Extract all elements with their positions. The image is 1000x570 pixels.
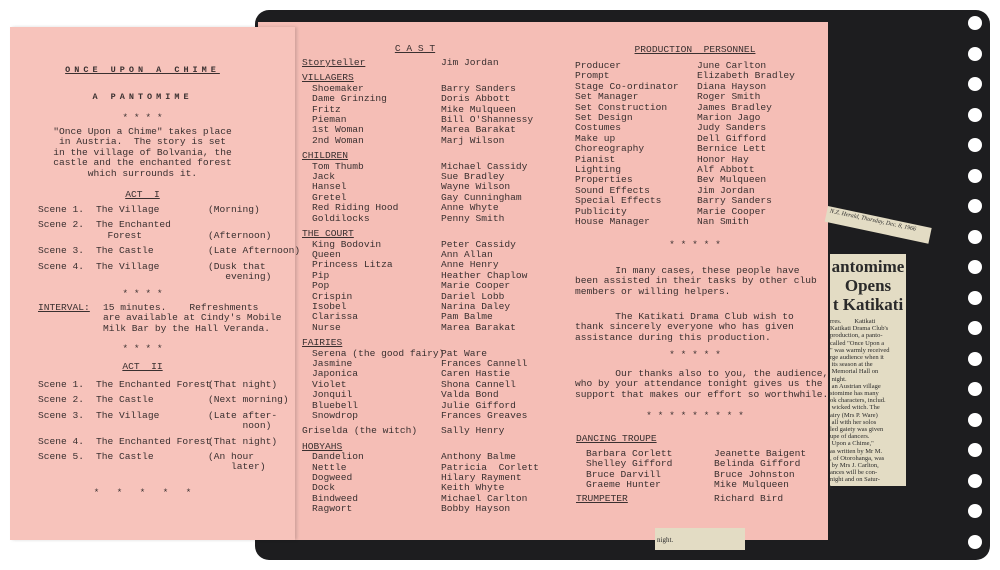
production-role: House Manager [575, 216, 650, 228]
cast-row [302, 214, 539, 224]
cast-group [302, 73, 539, 146]
scene-number: Scene 1. [38, 204, 85, 215]
intro-paragraph: "Once Upon a Chime" takes place in Austria. The story is set in the village of Bolvania, the castle and the enchanted forest which surrounds it. [53, 126, 232, 179]
production-person: Marion Jago [697, 112, 761, 124]
cast-actor: Marea Barakat [441, 321, 516, 333]
cast-role: Dock [312, 482, 336, 494]
production-role: Publicity [575, 205, 627, 217]
production-title: PRODUCTION PERSONNEL [634, 44, 756, 55]
scene-row [38, 205, 300, 215]
binder-hole [968, 291, 982, 305]
scene-place: The Enchanted Forest [96, 379, 212, 390]
production-person: Judy Sanders [697, 122, 767, 134]
cast-role: King Bodovin [312, 238, 382, 250]
interval-text: 15 minutes. Refreshments are available at Cindy's Mobile Milk Bar by the Hall Veranda. [103, 302, 282, 334]
binder-hole [968, 382, 982, 396]
binder-hole [968, 535, 982, 549]
production-person: Diana Hayson [697, 80, 767, 92]
cast-group [302, 151, 539, 224]
scene-row [38, 220, 300, 241]
scene-place: The Castle [96, 451, 154, 463]
cast-actor: Michael Carlton [441, 492, 528, 504]
scene-number: Scene 3. [38, 409, 85, 421]
scene-place: The Village [96, 409, 160, 421]
binder-hole [968, 77, 982, 91]
cast-actor: Pat Ware [441, 347, 488, 359]
production-person: Honor Hay [697, 153, 749, 165]
cast-group-heading: THE COURT [302, 228, 354, 240]
cast-role: Tom Thumb [312, 160, 364, 172]
stars-divider: * * * * * [669, 239, 721, 250]
cast-actor: Shona Cannell [441, 378, 516, 390]
cast-role: Pieman [312, 114, 347, 126]
scene-place: The Village [96, 204, 160, 215]
production-person: James Bradley [697, 101, 772, 113]
newspaper-dateline: N.Z. Herald, Thursday, Dec. 8, 1966 [825, 206, 932, 244]
binder-hole [968, 321, 982, 335]
cast-role: Pop [312, 280, 330, 292]
production-person: Bernice Lett [697, 143, 767, 155]
cast-group-heading: CHILDREN [302, 150, 349, 162]
cast-actor: Sue Bradley [441, 171, 505, 183]
cast-group [302, 58, 539, 68]
newspaper-clipping [830, 254, 906, 491]
cast-role: Queen [312, 248, 341, 260]
cast-group [302, 442, 539, 515]
production-role: Set Manager [575, 91, 639, 103]
cast-role: Snowdrop [312, 410, 359, 421]
dancing-troupe-list [586, 449, 806, 491]
cast-actor: Marea Barakat [441, 124, 516, 136]
dancer-row [586, 480, 806, 490]
cast-row [302, 411, 539, 421]
stars-divider: * * * * * [669, 349, 721, 360]
production-role: Choreography [575, 143, 645, 155]
cast-role: Fritz [312, 103, 341, 115]
production-role: Properties [575, 174, 633, 186]
scene-number: Scene 3. [38, 245, 85, 257]
cast-role: 2nd Woman [312, 134, 364, 146]
production-role: Special Effects [575, 195, 662, 207]
stars-divider: * * * * [122, 112, 163, 123]
act-1-title: ACT I [125, 189, 160, 200]
cast-actor: Marie Cooper [441, 280, 511, 292]
cast-actor: Dariel Lobb [441, 290, 505, 302]
scene-number: Scene 2. [38, 219, 85, 231]
cast-actor: Barry Sanders [441, 82, 516, 94]
cast-role: Nettle [312, 461, 347, 473]
dancing-troupe-heading: DANCING TROUPE [576, 433, 657, 444]
cast-role: Isobel [312, 300, 347, 312]
production-person: Bev Mulqueen [697, 174, 767, 186]
scene-row [38, 452, 289, 473]
cast-actor: Frances Cannell [441, 357, 528, 369]
cast-role: Ragwort [312, 503, 353, 515]
cast-role: Griselda (the witch) [302, 425, 418, 437]
cast-actor: Keith Whyte [441, 482, 505, 494]
production-person: Elizabeth Bradley [697, 70, 795, 82]
cast-role: Japonica [312, 368, 359, 380]
cast-actor: Gay Cunningham [441, 191, 522, 203]
cast-actor: Mike Mulqueen [441, 103, 516, 115]
scene-row [38, 411, 289, 432]
programme-subtitle: A PANTOMIME [92, 92, 193, 102]
programme-title: ONCE UPON A CHIME [65, 65, 220, 75]
dancer-name: Jeanette Baigent [714, 448, 807, 459]
thanks-paragraph: The Katikati Drama Club wish to thank sincerely everyone who has given assistance during this production. [575, 311, 794, 343]
cast-group [302, 426, 539, 436]
cast-actor: Pam Balme [441, 311, 493, 323]
cast-actor: Valda Bond [441, 389, 499, 401]
cast-role: Jack [312, 171, 336, 183]
cast-role: Gretel [312, 191, 347, 203]
cast-actor: Narina Daley [441, 300, 511, 312]
binder-hole [968, 352, 982, 366]
scene-number: Scene 2. [38, 394, 85, 406]
cast-actor: Anne Henry [441, 259, 499, 271]
act-2-title: ACT II [122, 361, 163, 372]
dancer-name: Bruce Darvill [586, 468, 661, 480]
cast-role: Bluebell [312, 399, 359, 411]
cast-role: Dandelion [312, 451, 364, 463]
trumpeter-name: Richard Bird [714, 493, 784, 504]
cast-role: Clarissa [312, 311, 359, 323]
cast-actor: Michael Cassidy [441, 160, 528, 172]
cast-actor: Anne Whyte [441, 202, 499, 214]
production-role: Prompt [575, 70, 610, 82]
cast-role: Hansel [312, 181, 347, 193]
production-list [575, 61, 795, 228]
scene-time: (That night) [208, 379, 278, 390]
cast-actor: Anthony Balme [441, 451, 516, 463]
production-person: Roger Smith [697, 91, 761, 103]
cast-row [302, 426, 539, 436]
cast-actor: Penny Smith [441, 212, 505, 224]
cast-actor: Peter Cassidy [441, 238, 516, 250]
cast-actor: Marj Wilson [441, 134, 505, 146]
cast-role: Violet [312, 378, 347, 390]
production-person: Marie Cooper [697, 205, 767, 217]
dancer-name: Bruce Johnston [714, 468, 795, 480]
cast-group [302, 229, 539, 333]
cast-role: Goldilocks [312, 212, 370, 224]
binder-hole [968, 16, 982, 30]
scene-place: The Enchanted Forest [96, 435, 212, 447]
cast-actor: Sally Henry [441, 425, 505, 437]
cast-group-heading: FAIRIES [302, 337, 343, 349]
production-role: Producer [575, 60, 622, 71]
scene-place: The Enchanted Forest [96, 219, 171, 241]
cast-row [302, 323, 539, 333]
cast-role: Jonquil [312, 389, 353, 401]
audience-paragraph: Our thanks also to you, the audience, who by your attendance tonight gives us the support that makes our effort so worthwhile. [575, 368, 829, 400]
binder-hole [968, 108, 982, 122]
dancer-name: Mike Mulqueen [714, 479, 789, 491]
cast-actor: Julie Gifford [441, 399, 516, 411]
act-1-scenes [38, 205, 300, 287]
cast-role: 1st Woman [312, 124, 364, 136]
dancer-name: Shelley Gifford [586, 458, 673, 470]
scene-time: (Next morning) [208, 394, 289, 406]
stars-divider: * * * * [122, 343, 163, 354]
cast-group [302, 338, 539, 421]
cast-role: Nurse [312, 321, 341, 333]
scene-time: (Dusk that evening) [208, 260, 272, 283]
binder-hole [968, 47, 982, 61]
cast-actor: Heather Chaplow [441, 269, 528, 281]
cast-actor: Ann Allan [441, 248, 493, 260]
cast-role: Jasmine [312, 357, 353, 369]
scene-row [38, 262, 300, 283]
clipping-scrap: night. [655, 528, 745, 550]
clipping-headline: antomime Opens t Katikati [831, 257, 905, 314]
scene-place: The Castle [96, 245, 154, 257]
cast-role: Shoemaker [312, 82, 364, 94]
production-role: Set Design [575, 112, 633, 124]
act-2-scenes [38, 380, 289, 478]
production-role: Sound Effects [575, 184, 650, 196]
dancer-name: Barbara Corlett [586, 448, 673, 459]
cast-actor: Wayne Wilson [441, 181, 511, 193]
production-row [575, 217, 795, 227]
production-role: Stage Co-ordinator [575, 80, 679, 92]
production-role: Pianist [575, 153, 616, 165]
production-person: Jim Jordan [697, 184, 755, 196]
cast-actor: Frances Greaves [441, 410, 528, 421]
cast-group-heading: HOBYAHS [302, 440, 343, 452]
cast-role: Dame Grinzing [312, 93, 387, 105]
cast-actor: Jim Jordan [441, 57, 499, 68]
production-person: Nan Smith [697, 216, 749, 228]
scene-place: The Village [96, 260, 160, 272]
interval-label: INTERVAL: [38, 302, 90, 313]
scene-time: (An hour later) [208, 451, 266, 473]
helpers-paragraph: In many cases, these people have been assisted in their tasks by other club members or willing helpers. [575, 265, 817, 297]
binder-hole [968, 413, 982, 427]
scene-row [38, 246, 300, 256]
cast-row [302, 58, 539, 68]
binder-hole [968, 260, 982, 274]
production-person: Barry Sanders [697, 195, 772, 207]
cast-actor: Patricia Corlett [441, 461, 539, 473]
binder-hole [968, 230, 982, 244]
scene-row [38, 395, 289, 405]
cast-role: Storyteller [302, 57, 366, 68]
dancer-name: Graeme Hunter [586, 479, 661, 491]
cast-row [302, 136, 539, 146]
production-person: June Carlton [697, 60, 767, 71]
cast-row [302, 281, 539, 291]
clipping-body: rres. Katikati Katikati Drama Club's production, a panto- called "Once Upon a " was warmly received rge audience when it its season at the Memorial Hall on night. an Austrian village stomime has many ok characters, includ. wicked witch. The airy (Mrs P. Ware) all with her solos led gaiety was given upe of dancers. Upon a Chime," as written by Mr M. , of Otorohanga, was by Mrs J. Carlton, ances will be con- night and on Satur- t. [830, 318, 890, 491]
production-role: Make up [575, 132, 616, 144]
cast-row [302, 504, 539, 514]
production-role: Lighting [575, 164, 622, 176]
scene-number: Scene 1. [38, 379, 85, 390]
trumpeter-heading: TRUMPETER [576, 493, 628, 504]
cast-actor: Bobby Hayson [441, 503, 511, 515]
scene-row [38, 380, 289, 390]
cast-title: C A S T [394, 43, 436, 54]
cast-role: Princess Litza [312, 259, 393, 271]
scene-number: Scene 4. [38, 435, 85, 447]
binder-hole [968, 169, 982, 183]
scene-time: (Late Afternoon) [208, 245, 301, 257]
scene-place: The Castle [96, 394, 154, 406]
scene-time: (Afternoon) [208, 229, 272, 241]
production-role: Set Construction [575, 101, 668, 113]
cast-group-heading: VILLAGERS [302, 72, 354, 84]
cast-role: Dogweed [312, 472, 353, 484]
binder-hole [968, 474, 982, 488]
cast-list [302, 53, 539, 515]
scene-time: (That night) [208, 435, 278, 447]
cast-actor: Doris Abbott [441, 93, 511, 105]
stars-divider: * * * * * * * * * [646, 410, 744, 421]
scene-number: Scene 5. [38, 451, 85, 463]
stars-divider: * * * * [122, 288, 163, 299]
cast-actor: Caren Hastie [441, 368, 511, 380]
cast-role: Crispin [312, 290, 353, 302]
scene-time: (Late after- noon) [208, 409, 278, 432]
scene-time: (Morning) [208, 204, 260, 215]
stars-divider: * * * * * [93, 487, 192, 498]
scene-row [38, 437, 289, 447]
binder-hole [968, 199, 982, 213]
cast-actor: Bill O'Shannessy [441, 114, 534, 126]
scene-number: Scene 4. [38, 260, 85, 272]
dancer-name: Belinda Gifford [714, 458, 801, 470]
cast-role: Pip [312, 269, 330, 281]
production-person: Dell Gifford [697, 132, 767, 144]
cast-actor: Hilary Rayment [441, 472, 522, 484]
cast-role: Red Riding Hood [312, 202, 399, 214]
binder-hole [968, 504, 982, 518]
cast-role: Bindweed [312, 492, 359, 504]
production-person: Alf Abbott [697, 164, 755, 176]
binder-hole [968, 443, 982, 457]
cast-role: Serena (the good fairy) [312, 347, 445, 359]
binder-hole [968, 138, 982, 152]
production-role: Costumes [575, 122, 622, 134]
